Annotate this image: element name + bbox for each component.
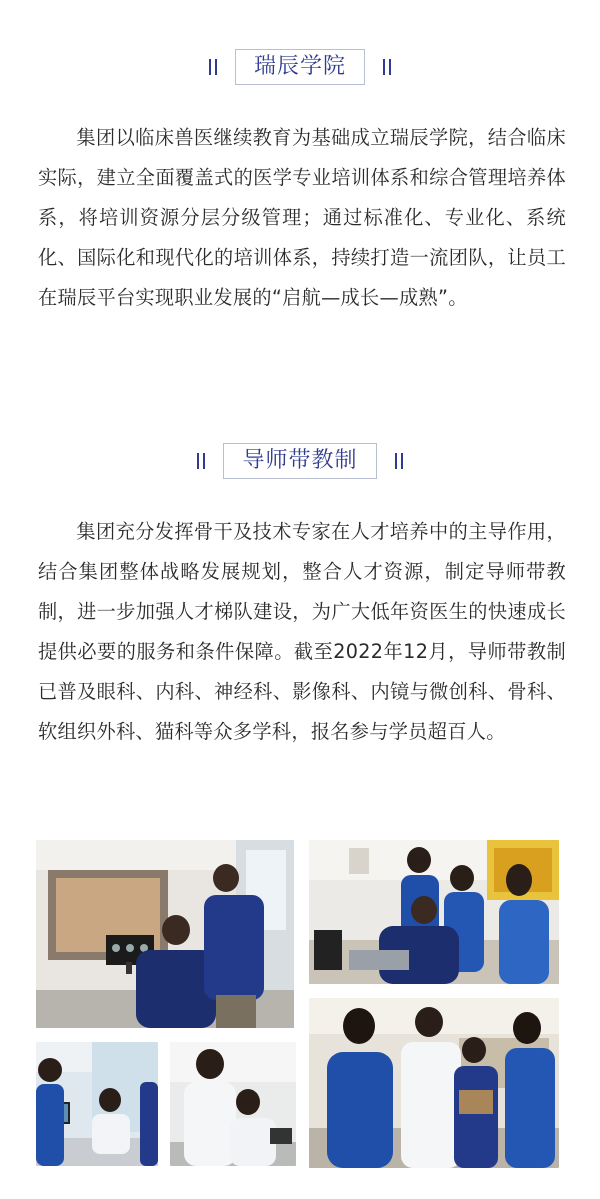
section-heading-mentorship (0, 441, 600, 481)
section-heading-academy (0, 47, 600, 87)
radiology-viewing-photo (36, 840, 294, 1028)
exam-room-photo (36, 1042, 158, 1166)
team-discussion-photo (309, 998, 559, 1168)
heading-right-marker (383, 58, 391, 76)
heading-right-marker (395, 452, 403, 470)
academy-paragraph: 集团以临床兽医继续教育为基础成立瑞辰学院，结合临床实际，建立全面覆盖式的医学专业培训体系和综合管理培养体系，将培训资源分层分级管理；通过标准化、专业化、系统化、国际化和现代化的培训体系，持续打造一流团队，让员工在瑞辰平台实现职业发展的“启航—成长—成熟”。 (38, 126, 566, 309)
section-title: 导师带教制 (223, 443, 376, 479)
group-training-photo (309, 840, 559, 984)
heading-left-marker (197, 452, 205, 470)
section-title: 瑞辰学院 (235, 49, 365, 85)
mentor-consult-photo (170, 1042, 296, 1166)
mentorship-paragraph: 集团充分发挥骨干及技术专家在人才培养中的主导作用，结合集团整体战略发展规划，整合人才资源，制定导师带教制，进一步加强人才梯队建设，为广大低年资医生的快速成长提供必要的服务和条件保障。截至2022年12月，导师带教制已普及眼科、内科、神经科、影像科、内镜与微创科、骨科、软组织外科、猫科等众多学科，报名参与学员超百人。 (38, 520, 566, 743)
heading-left-marker (209, 58, 217, 76)
